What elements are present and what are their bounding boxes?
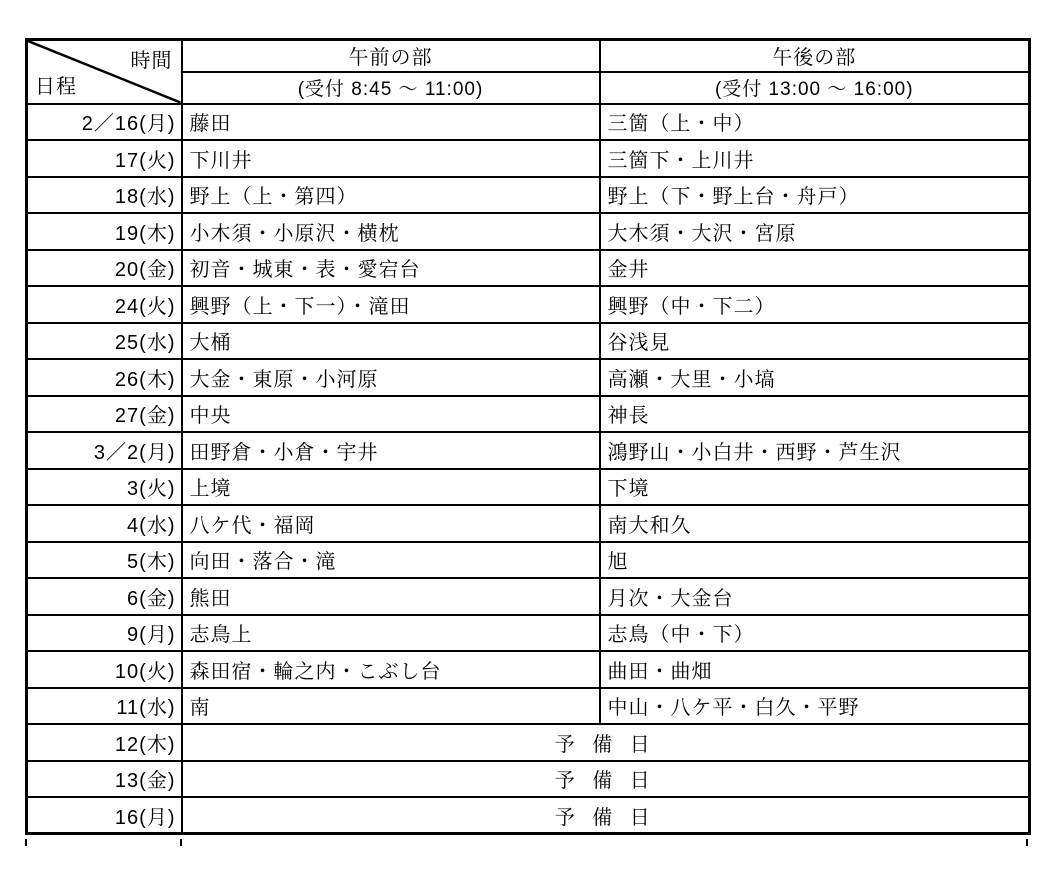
afternoon-cell: 月次・大金台: [600, 578, 1030, 615]
date-cell: 3／2(月): [27, 432, 182, 469]
table-row: [27, 250, 1030, 287]
morning-reception: (受付 8:45 ～ 11:00): [182, 72, 600, 104]
afternoon-cell: 中山・八ケ平・白久・平野: [600, 688, 1030, 725]
afternoon-cell: 下境: [600, 469, 1030, 506]
schedule-body: [27, 104, 1030, 834]
table-header: [27, 40, 1030, 104]
morning-cell: 大金・東原・小河原: [182, 359, 600, 396]
morning-cell: 下川井: [182, 140, 600, 177]
morning-cell: 熊田: [182, 578, 600, 615]
morning-cell: 森田宿・輪之内・こぶし台: [182, 651, 600, 688]
table-row: [27, 323, 1030, 360]
morning-cell: 中央: [182, 396, 600, 433]
table-row: [27, 213, 1030, 250]
morning-cell: 田野倉・小倉・宇井: [182, 432, 600, 469]
date-cell: 16(月): [27, 797, 182, 834]
table-row: [27, 578, 1030, 615]
date-cell: 11(水): [27, 688, 182, 725]
table-row: [27, 724, 1030, 761]
date-cell: 2／16(月): [27, 104, 182, 141]
afternoon-cell: 高瀬・大里・小塙: [600, 359, 1030, 396]
table-row: [27, 651, 1030, 688]
morning-cell: 大桶: [182, 323, 600, 360]
morning-cell: 八ケ代・福岡: [182, 505, 600, 542]
header-title-row: [27, 40, 1030, 72]
table-row: [27, 140, 1030, 177]
corner-cell: [27, 40, 182, 104]
table-row: [27, 177, 1030, 214]
table-row: [27, 469, 1030, 506]
table-row: [27, 688, 1030, 725]
afternoon-reception: (受付 13:00 ～ 16:00): [600, 72, 1030, 104]
afternoon-cell: 志鳥（中・下）: [600, 615, 1030, 652]
afternoon-cell: 神長: [600, 396, 1030, 433]
table-row: [27, 359, 1030, 396]
date-cell: 18(水): [27, 177, 182, 214]
afternoon-cell: 谷浅見: [600, 323, 1030, 360]
date-cell: 9(月): [27, 615, 182, 652]
table-row: [27, 286, 1030, 323]
table-row: [27, 104, 1030, 141]
date-cell: 17(火): [27, 140, 182, 177]
date-cell: 4(水): [27, 505, 182, 542]
morning-cell: 興野（上・下一）・滝田: [182, 286, 600, 323]
date-cell: 3(火): [27, 469, 182, 506]
afternoon-cell: 野上（下・野上台・舟戸）: [600, 177, 1030, 214]
morning-cell: 上境: [182, 469, 600, 506]
date-cell: 25(水): [27, 323, 182, 360]
morning-cell: 藤田: [182, 104, 600, 141]
morning-cell: 南: [182, 688, 600, 725]
date-cell: 24(火): [27, 286, 182, 323]
table-row: [27, 542, 1030, 579]
date-cell: 10(火): [27, 651, 182, 688]
date-cell: 6(金): [27, 578, 182, 615]
table-row: [27, 396, 1030, 433]
afternoon-cell: 三箇下・上川井: [600, 140, 1030, 177]
table-row: [27, 797, 1030, 834]
table-cutoff-stub-left: [25, 839, 27, 846]
corner-date-label: 日程: [35, 75, 77, 98]
date-cell: 20(金): [27, 250, 182, 287]
afternoon-cell: 旭: [600, 542, 1030, 579]
date-cell: 5(木): [27, 542, 182, 579]
morning-cell: 小木須・小原沢・横枕: [182, 213, 600, 250]
morning-cell: 向田・落合・滝: [182, 542, 600, 579]
table-row: [27, 505, 1030, 542]
morning-cell: 野上（上・第四）: [182, 177, 600, 214]
reserve-day-cell: 予 備 日: [182, 761, 1030, 798]
afternoon-cell: 大木須・大沢・宮原: [600, 213, 1030, 250]
date-cell: 12(木): [27, 724, 182, 761]
morning-cell: 志鳥上: [182, 615, 600, 652]
reserve-day-cell: 予 備 日: [182, 797, 1030, 834]
afternoon-cell: 興野（中・下二）: [600, 286, 1030, 323]
date-cell: 13(金): [27, 761, 182, 798]
afternoon-cell: 鴻野山・小白井・西野・芦生沢: [600, 432, 1030, 469]
afternoon-cell: 三箇（上・中）: [600, 104, 1030, 141]
table-row: [27, 615, 1030, 652]
morning-header: 午前の部: [182, 40, 600, 72]
morning-cell: 初音・城東・表・愛宕台: [182, 250, 600, 287]
table-row: [27, 761, 1030, 798]
afternoon-header: 午後の部: [600, 40, 1030, 72]
afternoon-cell: 金井: [600, 250, 1030, 287]
corner-time-label: 時間: [130, 50, 173, 72]
date-cell: 19(木): [27, 213, 182, 250]
afternoon-cell: 曲田・曲畑: [600, 651, 1030, 688]
table-cutoff-stub-right: [1026, 839, 1028, 846]
reserve-day-cell: 予 備 日: [182, 724, 1030, 761]
table-cutoff-stub-divider: [180, 839, 182, 846]
afternoon-cell: 南大和久: [600, 505, 1030, 542]
schedule-table: [25, 38, 1031, 835]
date-cell: 26(木): [27, 359, 182, 396]
table-row: [27, 432, 1030, 469]
date-cell: 27(金): [27, 396, 182, 433]
